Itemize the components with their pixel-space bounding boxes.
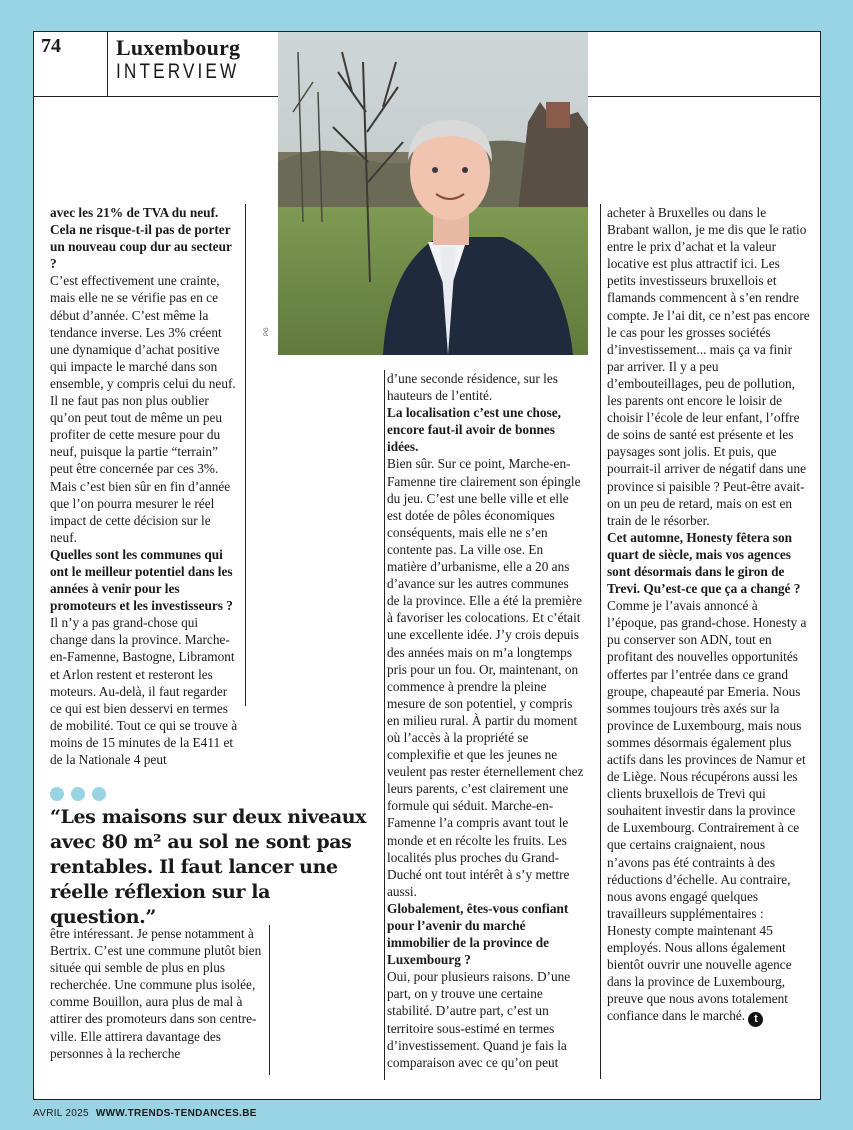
page-footer: [33, 1108, 257, 1119]
section-title: Luxembourg: [116, 35, 241, 60]
answer-text: d’une seconde résidence, sur les hauteurs de l’entité.: [387, 371, 558, 404]
header-rule: [34, 96, 278, 97]
pull-quote: “Les maisons sur deux niveaux avec 80 m² au sol ne sont pas rentables. Il faut lancer une réelle réflexion sur la question.”: [50, 806, 367, 928]
column-1-continued: [50, 925, 270, 1075]
answer-text: être intéressant. Je pense notamment à Bertrix. C’est une commune plutôt bien située qui semble de plus en plus recherchée. Une commune plus isolée, comme Bouillon, aura plus de mal à attirer des promoteurs dans son centre-ville. Elle attirera davantage des personnes à la recherche: [50, 926, 262, 1061]
dot-icon: [92, 787, 106, 801]
dot-icon: [50, 787, 64, 801]
column-2: [384, 370, 584, 1080]
website-link[interactable]: WWW.TRENDS-TENDANCES.BE: [95, 1108, 257, 1119]
answer-text: Il n’y a pas grand-chose qui change dans la province. Marche-en-Famenne, Bastogne, Libramont et Arlon restent et resteront les moteurs. Au-delà, il faut regarder ce qui est bien desservi en termes de mobilité. Tout ce qui se trouve à moins de 15 minutes de la E411 et de la Nationale 4 peut: [50, 615, 238, 767]
answer-body: Comme je l’avais annoncé à l’époque, pas grand-chose. Honesty a pu conserver son ADN, tout en profitant des nouvelles opportunités offertes par l’entrée dans ce grand groupe, chapeauté par Emeria. Nous sommes toujours très axés sur la province de Luxembourg, mais nous sommes désormais également plus actifs dans les provinces de Namur et de Liège. Nous récupérons aussi les clients bruxellois de Trevi qui souhaitent investir dans la province de Luxembourg. Contrairement à ce que certains craignaient, nous n’avons pas été contraints à des réductions d’échelle. Au contraire, nous avons engagé quelques travailleurs supplémentaires : Honesty compte maintenant 45 employés. Nous allons également bientôt ouvrir une nouvelle agence dans la province de Luxembourg, preuve que nous avons totalement confiance dans le marché.: [607, 598, 807, 1024]
magazine-page: [33, 31, 821, 1100]
rubric-label: INTERVIEW: [116, 60, 240, 83]
question-text: Quelles sont les communes qui ont le meilleur potentiel dans les années à venir pour les promoteurs et les investisseurs ?: [50, 546, 233, 614]
issue-date: AVRIL 2025: [33, 1108, 89, 1119]
header-divider: [107, 32, 108, 96]
pullquote-dots: [50, 787, 106, 801]
answer-text: acheter à Bruxelles ou dans le Brabant wallon, je me dis que le ratio entre le prix d’achat et la valeur locative est plus attractif ici. Les petits investisseurs bruxellois et flamands commencent à s’en rendre compte. Je l’ai dit, ce n’est pas encore le cas pour les grosses sociétés d’investissement... mais ça va finir par arriver. Il y a peu d’embouteillages, peu de pollution, les parents ont encore le loisir de choisir l’école de leur enfant, l’offre de soins de santé est présente et les paysages sont jolis. Et puis, que pourrait-il arriver de négatif dans une province si paisible ? Peut-être avait-on un peu de retard, mais on est en train de le résorber.: [607, 205, 810, 528]
page-number: 74: [41, 35, 61, 57]
question-text: avec les 21% de TVA du neuf. Cela ne risque-t-il pas de porter un nouveau coup dur au secteur ?: [50, 205, 232, 272]
question-text: La localisation c’est une chose, encore faut-il avoir de bonnes idées.: [387, 405, 561, 455]
end-mark-icon: t: [748, 1012, 763, 1027]
column-3: [600, 204, 810, 1079]
question-text: Globalement, êtes-vous confiant pour l’avenir du marché immobilier de la province de Luxembourg ?: [387, 900, 569, 968]
header-rule-right: [587, 96, 821, 97]
answer-text: [607, 597, 810, 1027]
question-text: Cet automne, Honesty fêtera son quart de siècle, mais vos agences sont désormais dans le giron de Trevi. Qu’est-ce que ça a changé ?: [607, 529, 801, 597]
portrait-photo: [278, 32, 588, 355]
answer-text: Oui, pour plusieurs raisons. D’une part, on y trouve une certaine stabilité. D’autre part, c’est un territoire sous-estimé en termes d’investissement. Quand je fais la comparaison avec ce qu’on peut: [387, 969, 571, 1070]
answer-text: Bien sûr. Sur ce point, Marche-en-Famenne tire clairement son épingle du jeu. C’est une belle ville et elle est dotée de pôles économiques conséquents, mais elle ne s’en contente pas. La ville ose. En matière d’urbanisme, elle a 20 ans d’avance sur les autres communes de la province. Elle a été la première à favoriser les colocations. Et c’était une excellente idée. J’y crois depuis des années mais on m’a longtemps pris pour un fou. Or, maintenant, on commence à prendre la pleine mesure de son potentiel, y compris en milieu rural. À partir du moment où l’accès à la propriété se complexifie et que les jeunes ne veulent pas rester éternellement chez leurs parents, c’est clairement une formule qui séduit. Marche-en-Famenne l’a compris avant tout le monde et en récolte les fruits. Les localités plus proches du Grand-Duché ont tout intérêt à s’y mettre aussi.: [387, 456, 584, 899]
answer-text: C’est effectivement une crainte, mais elle ne se vérifie pas en ce début d’année. C’est même la tendance inverse. Les 3% créent une dynamique d’achat positive qui impacte le marché dans son ensemble, y compris celui du neuf. Il ne faut pas non plus oublier qu’on peut tout de même un peu profiter de cette mesure pour du neuf, puisque la partie “terrain” peut être concernée par ces 3%. Mais c’est bien sûr en fin d’année que l’on pourra mesurer le réel impact de cette décision sur le neuf.: [50, 273, 236, 545]
column-1: [50, 204, 246, 767]
dot-icon: [71, 787, 85, 801]
photo-credit: PG: [264, 327, 270, 336]
